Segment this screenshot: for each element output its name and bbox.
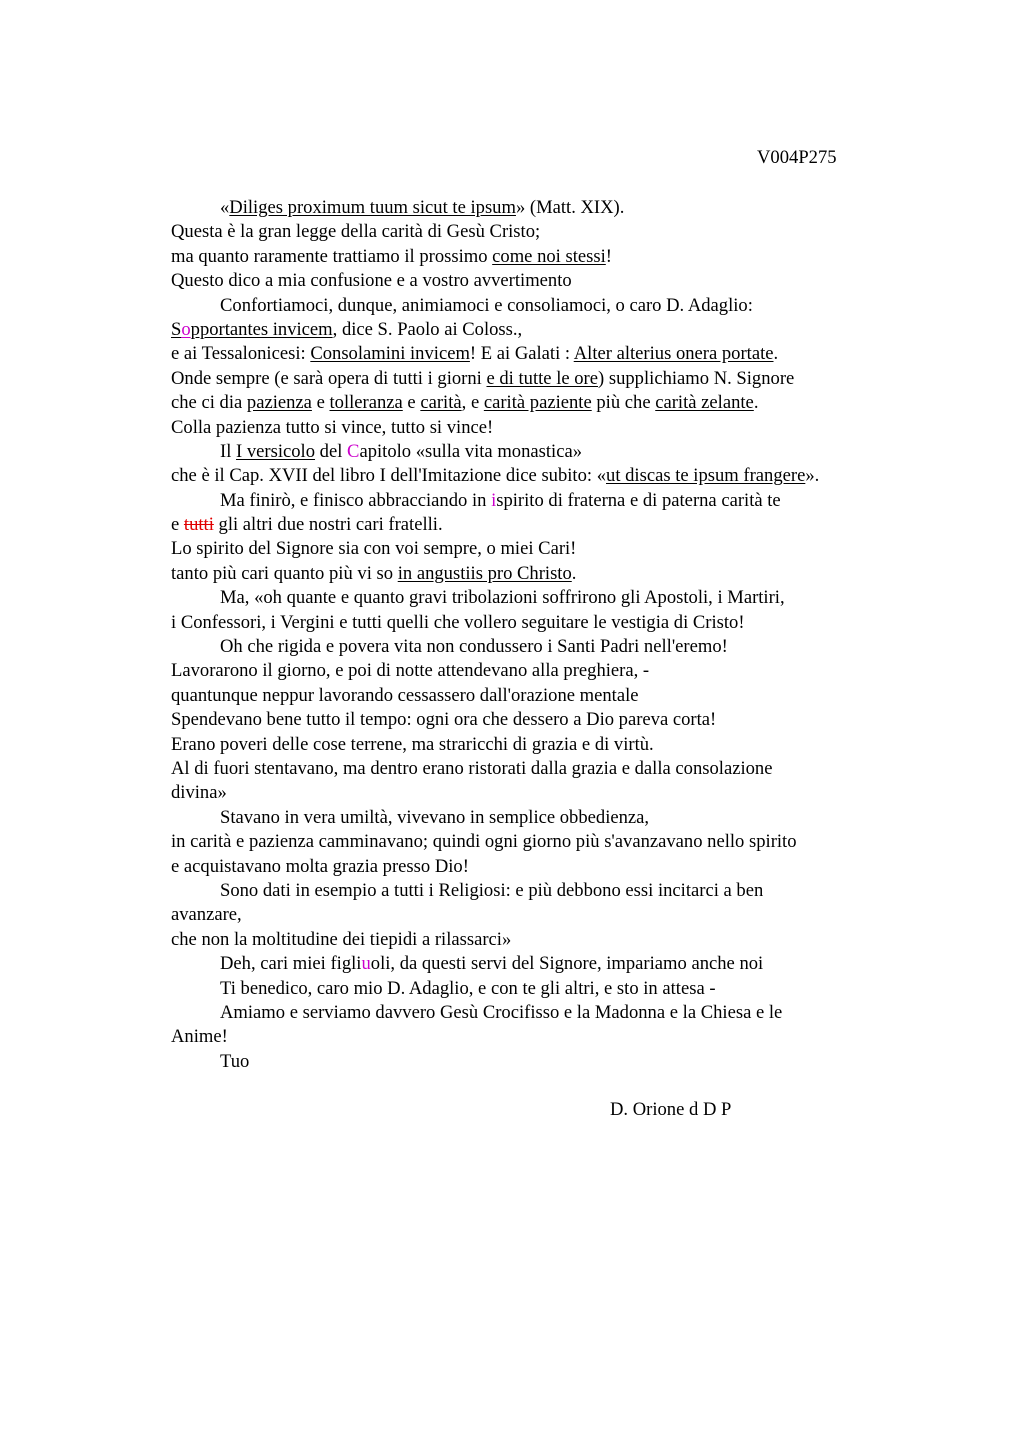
underlined-text: carità	[420, 392, 462, 414]
text-segment: , dice S. Paolo ai Coloss.,	[332, 318, 523, 340]
text-segment: Ma, «oh quante e quanto gravi tribolazioni soffrirono gli Apostoli, i Martiri,	[220, 587, 785, 609]
underlined-text: tolleranza	[329, 392, 403, 414]
text-line	[171, 342, 911, 366]
text-segment: «	[220, 197, 230, 218]
text-line	[171, 440, 911, 464]
text-line	[171, 464, 911, 488]
text-line	[171, 537, 911, 561]
text-segment: Deh, cari miei figli	[220, 953, 362, 975]
text-segment: tanto più cari quanto più vi so	[171, 562, 398, 584]
text-line	[171, 562, 911, 586]
text-segment: Oh che rigida e povera vita non condussero i Santi Padri nell'eremo!	[220, 636, 728, 658]
underlined-text: e di tutte le ore	[486, 367, 599, 389]
underlined-text: carità zelante	[655, 392, 754, 414]
text-line	[171, 952, 911, 976]
text-segment: Lavorarono il giorno, e poi di notte attendevano alla preghiera, -	[171, 660, 650, 682]
text-segment: Erano poveri delle cose terrene, ma straricchi di grazia e di virtù.	[171, 733, 654, 755]
annotated-text: i	[491, 489, 497, 511]
text-line	[171, 855, 911, 879]
text-segment: oli, da questi servi del Signore, impariamo anche noi	[370, 953, 764, 975]
text-line	[171, 196, 911, 220]
underlined-text: in angustiis pro Christo	[397, 562, 572, 584]
text-line	[171, 1050, 911, 1074]
text-segment: gli altri due nostri cari fratelli.	[213, 514, 443, 536]
text-segment: Questo dico a mia confusione e a vostro avvertimento	[171, 270, 572, 292]
text-line	[171, 586, 911, 610]
text-segment: e	[311, 392, 330, 414]
text-segment: che è il Cap. XVII del libro I dell'Imitazione dice subito: «	[171, 465, 607, 487]
blank-line	[171, 1074, 911, 1098]
text-line	[171, 367, 911, 391]
text-segment: in carità e pazienza camminavano; quindi ogni giorno più s'avanzavano nello spirito	[171, 831, 797, 853]
signature: D. Orione d D P	[610, 1099, 732, 1121]
text-line	[171, 220, 911, 244]
underlined-text: Diliges proximum tuum sicut te ipsum	[229, 197, 516, 218]
text-line	[171, 513, 911, 537]
text-segment: Onde sempre (e sarà opera di tutti i giorni	[171, 367, 487, 389]
underlined-text: I versicolo	[236, 440, 316, 462]
text-line	[171, 977, 911, 1001]
text-segment: Confortiamoci, dunque, animiamoci e consoliamoci, o caro D. Adaglio:	[220, 294, 753, 316]
text-segment: Ti benedico, caro mio D. Adaglio, e con te gli altri, e sto in attesa -	[220, 977, 716, 999]
text-segment: !	[605, 245, 612, 267]
text-line	[171, 391, 911, 415]
text-segment: avanzare,	[171, 904, 242, 926]
text-line	[171, 489, 911, 513]
underlined-text: Alter alterius onera portate	[573, 343, 774, 365]
text-segment: i Confessori, i Vergini e tutti quelli che vollero seguitare le vestigia di Cristo!	[171, 611, 745, 633]
text-line	[171, 733, 911, 757]
text-segment: Colla pazienza tutto si vince, tutto si vince!	[171, 416, 494, 438]
page-id: V004P275	[757, 147, 837, 168]
text-segment: Il	[220, 440, 237, 462]
text-line	[171, 635, 911, 659]
text-segment: .	[773, 343, 779, 365]
underlined-text: pportantes invicem	[190, 318, 333, 340]
text-segment: , e	[461, 392, 484, 414]
text-segment: Sono dati in esempio a tutti i Religiosi: e più debbono essi incitarci a ben	[220, 879, 764, 901]
text-line	[171, 269, 911, 293]
text-segment: Spendevano bene tutto il tempo: ogni ora che dessero a Dio pareva corta!	[171, 709, 717, 731]
text-line	[171, 879, 911, 903]
text-line	[171, 781, 911, 805]
text-segment: divina»	[171, 782, 227, 804]
text-segment: apitolo «sulla vita monastica»	[359, 440, 582, 462]
text-line	[171, 903, 911, 927]
text-segment: e acquistavano molta grazia presso Dio!	[171, 855, 469, 877]
text-line	[171, 245, 911, 269]
deleted-text: tutti	[183, 514, 214, 536]
text-segment: ) supplichiamo N. Signore	[598, 367, 795, 389]
text-segment: e	[402, 392, 421, 414]
text-segment: del	[315, 440, 348, 462]
annotated-text: u	[361, 953, 371, 975]
text-line	[171, 659, 911, 683]
text-segment: .	[571, 562, 577, 584]
text-segment: Tuo	[220, 1050, 250, 1072]
text-segment: Al di fuori stentavano, ma dentro erano ristorati dalla grazia e dalla consolazione	[171, 757, 773, 779]
text-segment: Amiamo e serviamo davvero Gesù Crocifisso e la Madonna e la Chiesa e le	[220, 1001, 783, 1023]
text-line	[171, 1001, 911, 1025]
text-segment: e ai Tessalonicesi:	[171, 343, 311, 365]
text-line	[171, 830, 911, 854]
text-line	[171, 318, 911, 342]
text-line	[171, 294, 911, 318]
underlined-text: Consolamini invicem	[310, 343, 470, 365]
text-segment: Stavano in vera umiltà, vivevano in semplice obbedienza,	[220, 806, 650, 828]
text-line	[171, 416, 911, 440]
underlined-text: carità paziente	[483, 392, 592, 414]
text-segment: quantunque neppur lavorando cessassero dall'orazione mentale	[171, 684, 639, 706]
annotated-text: C	[347, 440, 360, 462]
underlined-text: pazienza	[246, 392, 312, 414]
text-segment: che ci dia	[171, 392, 247, 414]
text-segment: » (Matt. XIX).	[515, 197, 625, 218]
text-segment: Questa è la gran legge della carità di Gesù Cristo;	[171, 221, 541, 243]
text-line	[171, 757, 911, 781]
text-segment: Anime!	[171, 1026, 228, 1048]
text-segment: e	[171, 514, 184, 536]
annotated-underlined-text: o	[181, 318, 191, 340]
text-line	[171, 684, 911, 708]
text-segment: ! E ai Galati :	[469, 343, 574, 365]
letter-body	[171, 196, 911, 1123]
text-segment: più che	[591, 392, 656, 414]
text-segment: che non la moltitudine dei tiepidi a rilassarci»	[171, 928, 512, 950]
text-line	[171, 806, 911, 830]
text-segment: Lo spirito del Signore sia con voi sempre, o miei Cari!	[171, 538, 577, 560]
text-line	[171, 1025, 911, 1049]
underlined-text: ut discas te ipsum frangere	[606, 465, 806, 487]
text-segment: ma quanto raramente trattiamo il prossimo	[171, 245, 493, 267]
text-line	[171, 708, 911, 732]
text-segment: ».	[805, 465, 820, 487]
text-segment: Ma finirò, e finisco abbracciando in	[220, 489, 492, 511]
underlined-text: come noi stessi	[492, 245, 606, 267]
text-line	[171, 928, 911, 952]
text-segment: spirito di fraterna e di paterna carità te	[496, 489, 781, 511]
underlined-text: S	[171, 318, 182, 340]
text-line	[171, 611, 911, 635]
text-segment: .	[753, 392, 759, 414]
